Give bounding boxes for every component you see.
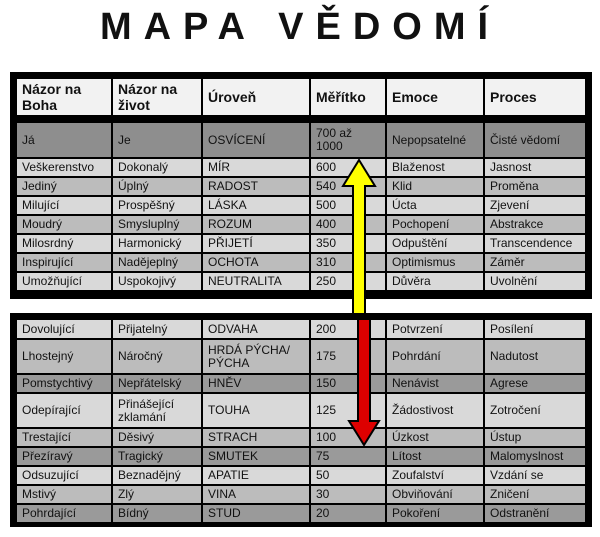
- table-row: [16, 122, 586, 158]
- cell-god-view: Pohrdající: [16, 504, 112, 523]
- cell-emotion: Emoce: [386, 78, 484, 116]
- cell-level: OCHOTA: [202, 253, 310, 272]
- cell-life-view: Přijatelný: [112, 319, 202, 339]
- cell-scale: 75: [310, 447, 386, 466]
- cell-emotion: Potvrzení: [386, 319, 484, 339]
- cell-emotion: Nepopsatelné: [386, 122, 484, 158]
- cell-process: Uvolnění: [484, 272, 586, 291]
- cell-scale: 175: [310, 339, 386, 374]
- cell-scale: 600: [310, 158, 386, 177]
- table-header-row: [16, 78, 586, 116]
- cell-scale: 310: [310, 253, 386, 272]
- cell-god-view: Odsuzující: [16, 466, 112, 485]
- cell-emotion: Optimismus: [386, 253, 484, 272]
- cell-life-view: Zlý: [112, 485, 202, 504]
- cell-emotion: Obviňování: [386, 485, 484, 504]
- cell-emotion: Pochopení: [386, 215, 484, 234]
- cell-level: TOUHA: [202, 393, 310, 428]
- table-row: [16, 374, 586, 393]
- cell-process: Proces: [484, 78, 586, 116]
- cell-scale: 540: [310, 177, 386, 196]
- table-row: [16, 234, 586, 253]
- cell-process: Ústup: [484, 428, 586, 447]
- cell-process: Agrese: [484, 374, 586, 393]
- page-title: MAPA VĚDOMÍ: [99, 6, 501, 48]
- cell-god-view: Inspirující: [16, 253, 112, 272]
- cell-level: HNĚV: [202, 374, 310, 393]
- cell-emotion: Úzkost: [386, 428, 484, 447]
- cell-life-view: Nepřátelský: [112, 374, 202, 393]
- cell-scale: 100: [310, 428, 386, 447]
- cell-life-view: Prospěšný: [112, 196, 202, 215]
- cell-level: NEUTRALITA: [202, 272, 310, 291]
- cell-process: Čisté vědomí: [484, 122, 586, 158]
- cell-emotion: Zoufalství: [386, 466, 484, 485]
- cell-scale: 250: [310, 272, 386, 291]
- cell-emotion: Odpuštění: [386, 234, 484, 253]
- table-row: [16, 447, 586, 466]
- cell-god-view: Já: [16, 122, 112, 158]
- cell-emotion: Pohrdání: [386, 339, 484, 374]
- table-row: [16, 177, 586, 196]
- cell-process: Jasnost: [484, 158, 586, 177]
- table-row: [16, 319, 586, 339]
- table-row: [16, 158, 586, 177]
- cell-god-view: Umožňující: [16, 272, 112, 291]
- table-row: [16, 272, 586, 291]
- table-row: [16, 215, 586, 234]
- cell-life-view: Smysluplný: [112, 215, 202, 234]
- cell-life-view: Přinášející zklamání: [112, 393, 202, 428]
- cell-level: OSVÍCENÍ: [202, 122, 310, 158]
- table-row: [16, 428, 586, 447]
- cell-god-view: Dovolující: [16, 319, 112, 339]
- cell-process: Malomyslnost: [484, 447, 586, 466]
- cell-emotion: Lítost: [386, 447, 484, 466]
- cell-god-view: Moudrý: [16, 215, 112, 234]
- cell-process: Proměna: [484, 177, 586, 196]
- cell-life-view: Náročný: [112, 339, 202, 374]
- cell-process: Zničení: [484, 485, 586, 504]
- cell-scale: 125: [310, 393, 386, 428]
- table-row: [16, 253, 586, 272]
- cell-process: Záměr: [484, 253, 586, 272]
- table-row: [16, 339, 586, 374]
- cell-process: Posílení: [484, 319, 586, 339]
- cell-process: Transcendence: [484, 234, 586, 253]
- cell-process: Odstranění: [484, 504, 586, 523]
- cell-process: Abstrakce: [484, 215, 586, 234]
- cell-scale: 350: [310, 234, 386, 253]
- cell-level: VINA: [202, 485, 310, 504]
- cell-level: STUD: [202, 504, 310, 523]
- cell-level: MÍR: [202, 158, 310, 177]
- cell-emotion: Nenávist: [386, 374, 484, 393]
- cell-god-view: Názor na Boha: [16, 78, 112, 116]
- cell-emotion: Úcta: [386, 196, 484, 215]
- cell-life-view: Je: [112, 122, 202, 158]
- cell-life-view: Dokonalý: [112, 158, 202, 177]
- cell-emotion: Důvěra: [386, 272, 484, 291]
- table-row: [16, 196, 586, 215]
- cell-life-view: Tragický: [112, 447, 202, 466]
- cell-god-view: Přezíravý: [16, 447, 112, 466]
- cell-god-view: Lhostejný: [16, 339, 112, 374]
- cell-life-view: Nadějeplný: [112, 253, 202, 272]
- cell-process: Vzdání se: [484, 466, 586, 485]
- cell-process: Zjevení: [484, 196, 586, 215]
- cell-scale: 50: [310, 466, 386, 485]
- cell-level: PŘIJETÍ: [202, 234, 310, 253]
- cell-scale: 20: [310, 504, 386, 523]
- cell-level: ODVAHA: [202, 319, 310, 339]
- cell-god-view: Odepírající: [16, 393, 112, 428]
- cell-emotion: Pokoření: [386, 504, 484, 523]
- cell-scale: 500: [310, 196, 386, 215]
- cell-level: RADOST: [202, 177, 310, 196]
- cell-level: Úroveň: [202, 78, 310, 116]
- cell-god-view: Milující: [16, 196, 112, 215]
- cell-god-view: Mstivý: [16, 485, 112, 504]
- table-row: [16, 485, 586, 504]
- table-row: [16, 466, 586, 485]
- cell-god-view: Trestající: [16, 428, 112, 447]
- cell-life-view: Úplný: [112, 177, 202, 196]
- cell-level: LÁSKA: [202, 196, 310, 215]
- cell-god-view: Veškerenstvo: [16, 158, 112, 177]
- cell-god-view: Jediný: [16, 177, 112, 196]
- table-row: [16, 504, 586, 523]
- cell-life-view: Názor na život: [112, 78, 202, 116]
- cell-level: STRACH: [202, 428, 310, 447]
- cell-life-view: Bídný: [112, 504, 202, 523]
- cell-scale: 30: [310, 485, 386, 504]
- cell-scale: 150: [310, 374, 386, 393]
- cell-scale: 200: [310, 319, 386, 339]
- cell-emotion: Žádostivost: [386, 393, 484, 428]
- cell-life-view: Beznadějný: [112, 466, 202, 485]
- cell-scale: Měřítko: [310, 78, 386, 116]
- cell-life-view: Děsivý: [112, 428, 202, 447]
- cell-god-view: Milosrdný: [16, 234, 112, 253]
- cell-level: HRDÁ PÝCHA/ PÝCHA: [202, 339, 310, 374]
- table-row: [16, 393, 586, 428]
- cell-process: Zotročení: [484, 393, 586, 428]
- upper-table: [10, 72, 592, 299]
- cell-scale: 400: [310, 215, 386, 234]
- cell-level: APATIE: [202, 466, 310, 485]
- cell-emotion: Blaženost: [386, 158, 484, 177]
- cell-god-view: Pomstychtivý: [16, 374, 112, 393]
- cell-life-view: Harmonický: [112, 234, 202, 253]
- cell-level: ROZUM: [202, 215, 310, 234]
- down-arrow-icon: [347, 317, 381, 447]
- cell-process: Nadutost: [484, 339, 586, 374]
- cell-level: SMUTEK: [202, 447, 310, 466]
- cell-scale: 700 až 1000: [310, 122, 386, 158]
- lower-table: [10, 313, 592, 527]
- cell-life-view: Uspokojivý: [112, 272, 202, 291]
- cell-emotion: Klid: [386, 177, 484, 196]
